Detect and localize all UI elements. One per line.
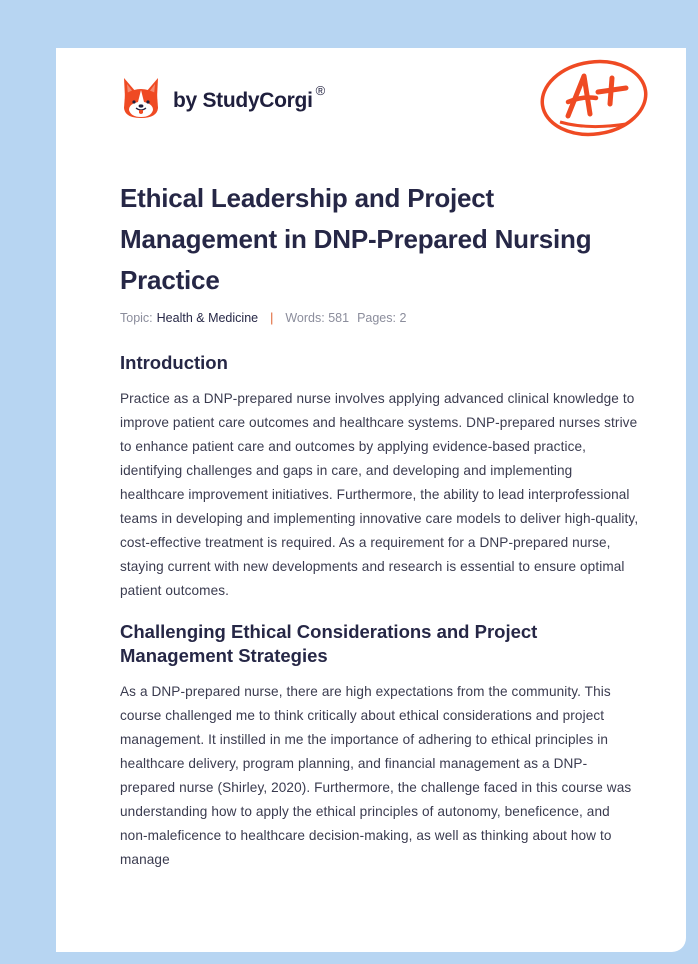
studycorgi-logo[interactable] — [121, 76, 325, 120]
topic-link[interactable]: Health & Medicine — [156, 311, 259, 325]
section-body-introduction: Practice as a DNP-prepared nurse involves applying advanced clinical knowledge to improve patient care outcomes and healthcare systems. DNP-prepared nurses strive to enhance patient care and outcomes by applying evidence-based practice, identifying challenges and gaps in care, and developing and implementing healthcare improvement initiatives. Furthermore, the ability to lead interprofessional teams in developing and implementing innovative care models to deliver high-quality, cost-effective treatment is required. As a requirement for a DNP-prepared nurse, staying current with new developments and research is essential to ensure optimal patient outcomes. — [120, 391, 639, 598]
header — [56, 48, 686, 158]
document-meta — [120, 311, 640, 325]
word-count: Words: 581 — [285, 311, 350, 325]
page-count: Pages: 2 — [357, 311, 407, 325]
section-heading-ethical-considerations: Challenging Ethical Considerations and Project Management Strategies — [120, 621, 538, 666]
section-body-ethical-considerations: As a DNP-prepared nurse, there are high expectations from the community. This course challenged me to think critically about ethical considerations and project management. It instilled in me the importance of adhering to ethical principles in healthcare delivery, program planning, and financial management as a DNP-prepared nurse (Shirley, 2020). Furthermore, the challenge faced in this course was understanding how to apply the ethical principles of autonomy, beneficence, and non-maleficence to healthcare decision-making, as well as thinking about how to manage — [120, 684, 632, 867]
corgi-icon — [121, 76, 161, 120]
brand-name: by StudyCorgi — [173, 89, 313, 112]
registered-mark: ® — [315, 82, 326, 98]
a-plus-grade-icon — [538, 58, 650, 140]
document-card — [56, 48, 686, 952]
section-heading-introduction: Introduction — [120, 352, 228, 373]
document-content — [120, 178, 640, 872]
document-title: Ethical Leadership and Project Management in DNP-Prepared Nursing Practice — [120, 183, 592, 295]
meta-separator: | — [270, 311, 274, 325]
topic-label: Topic: — [120, 311, 153, 325]
